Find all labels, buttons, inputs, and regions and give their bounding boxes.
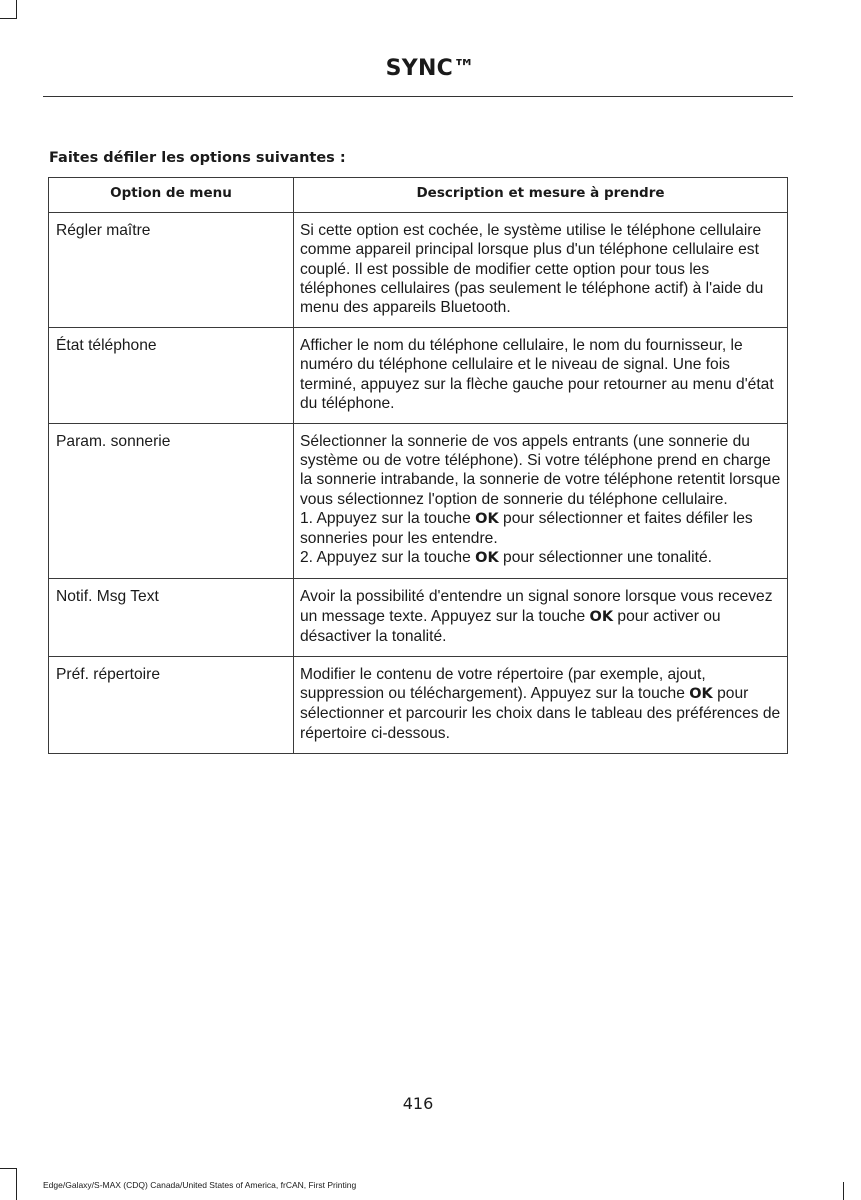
column-header-description: Description et mesure à prendre: [294, 178, 788, 213]
crop-mark: [16, 0, 17, 18]
description-text: Avoir la possibilité d'entendre un signal sonore lorsque vous recevez un message texte. Appuyez sur la touche: [300, 588, 773, 625]
description-line: [300, 509, 781, 548]
description-line: [300, 587, 781, 646]
table-header-row: [49, 178, 788, 213]
description-line: [300, 221, 781, 317]
menu-option: Préf. répertoire: [49, 657, 294, 754]
description-line: [300, 665, 781, 743]
menu-option: Régler maître: [49, 213, 294, 328]
table-row: [49, 213, 788, 328]
description-text: 2. Appuyez sur la touche: [300, 549, 476, 567]
crop-mark: [0, 1168, 17, 1169]
intro-text: Faites défiler les options suivantes :: [49, 150, 346, 166]
description-text: pour sélectionner et faites défiler les sonneries pour les entendre.: [300, 509, 753, 548]
footer-text: Edge/Galaxy/S-MAX (CDQ) Canada/United States of America, frCAN, First Printing: [43, 1180, 357, 1190]
option-description: [294, 213, 788, 328]
table-row: [49, 424, 788, 579]
page-number: 416: [402, 1094, 434, 1113]
crop-mark: [0, 18, 17, 19]
menu-option: Param. sonnerie: [49, 424, 294, 579]
description-text: pour sélectionner une tonalité.: [498, 549, 712, 567]
description-text: Si cette option est cochée, le système utilise le téléphone cellulaire comme appareil principal lorsque plus d'un téléphone cellulaire est couplé. Il est possible de modifier cette option pour tous les téléphones cellulaires (pas seulement le téléphone actif) à l'aide du menu des appareils Bluetooth.: [300, 222, 764, 317]
menu-option: Notif. Msg Text: [49, 579, 294, 657]
ok-key-label: OK: [689, 686, 713, 703]
description-text: 1. Appuyez sur la touche: [300, 509, 476, 527]
table-row: [49, 328, 788, 424]
ok-key-label: OK: [475, 550, 499, 567]
description-text: Sélectionner la sonnerie de vos appels entrants (une sonnerie du système ou de votre téléphone). Si votre téléphone prend en charge la sonnerie intrabande, la sonnerie de votre téléphone retentit lorsque vous sélectionnez l'option de sonnerie du téléphone cellulaire.: [300, 433, 781, 508]
crop-mark: [16, 1168, 17, 1200]
description-text: pour sélectionner et parcourir les choix dans le tableau des préférences de répertoire ci-dessous.: [300, 685, 781, 742]
table-row: [49, 657, 788, 754]
ok-key-label: OK: [589, 608, 614, 625]
menu-option: État téléphone: [49, 328, 294, 424]
description-text: Afficher le nom du téléphone cellulaire, le nom du fournisseur, le numéro du téléphone cellulaire et le niveau de signal. Une fois terminé, appuyez sur la flèche gauche pour retourner au menu d'état du téléphone.: [300, 337, 774, 412]
crop-mark: [843, 1182, 844, 1200]
header-divider: [43, 96, 793, 97]
option-description: [294, 657, 788, 754]
description-text: Modifier le contenu de votre répertoire (par exemple, ajout, suppression ou téléchargement). Appuyez sur la touche: [300, 666, 706, 703]
option-description: [294, 579, 788, 657]
description-line: [300, 548, 781, 568]
description-line: [300, 336, 781, 413]
option-description: [294, 328, 788, 424]
option-description: [294, 424, 788, 579]
page-title: SYNC™: [385, 56, 476, 81]
ok-key-label: OK: [475, 510, 499, 527]
table-row: [49, 579, 788, 657]
options-table: [48, 177, 788, 754]
description-line: [300, 432, 781, 509]
description-text: pour activer ou désactiver la tonalité.: [300, 607, 721, 645]
column-header-option: Option de menu: [49, 178, 294, 213]
